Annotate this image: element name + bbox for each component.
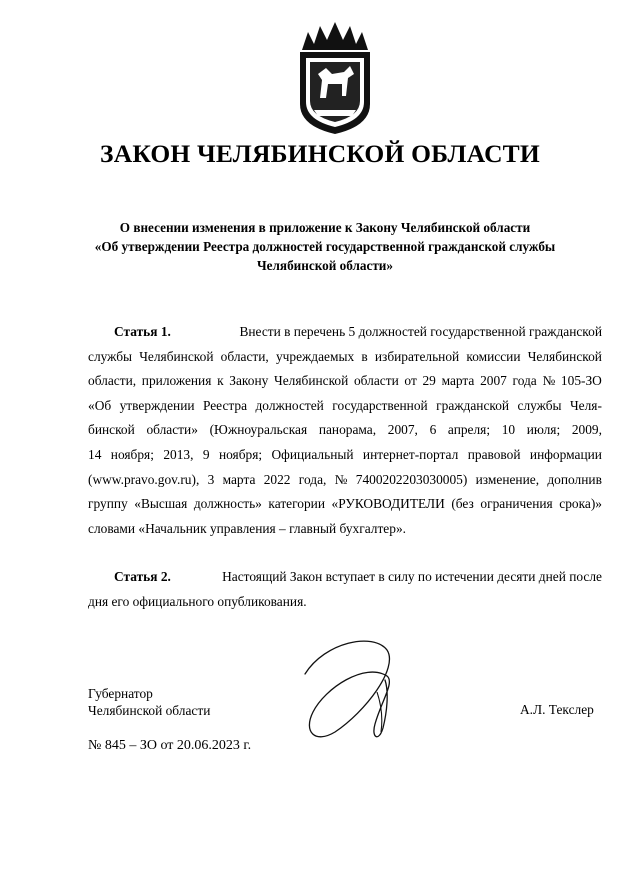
article-line: службы Челябинской области, учреждаемых в избирательной комиссии Челябинской	[88, 348, 602, 364]
subtitle-line: О внесении изменения в приложение к Закону Челябинской области	[119, 220, 531, 235]
article-line: бинской области» (Южноуральская панорама, 2007, 6 апреля; 10 июля; 2009,	[88, 422, 602, 438]
article-label: Статья 1.	[114, 324, 171, 339]
law-number: № 845 – ЗО от 20.06.2023 г.	[88, 738, 252, 753]
document-title: ЗАКОН ЧЕЛЯБИНСКОЙ ОБЛАСТИ	[100, 139, 540, 168]
article-first-line	[88, 565, 602, 590]
document-subtitle	[60, 218, 590, 275]
article-first-line	[88, 320, 602, 345]
governor-title	[88, 685, 210, 719]
governor-line: Губернатор	[88, 686, 153, 701]
governor-line: Челябинской области	[88, 703, 211, 718]
article-line: области, приложения к Закону Челябинской области от 29 марта 2007 года № 105-ЗО	[88, 373, 602, 389]
article-text: Настоящий Закон вступает в силу по истечении десяти дней после	[222, 569, 602, 584]
subtitle-line: «Об утверждении Реестра должностей государственной гражданской службы	[94, 239, 556, 254]
signer-name: А.Л. Текслер	[520, 702, 594, 717]
article-1	[88, 320, 602, 541]
coat-of-arms-icon	[296, 22, 374, 134]
article-line: 14 ноября; 2013, 9 ноября; Официальный интернет-портал правовой информации	[88, 446, 602, 462]
subtitle-line: Челябинской области»	[257, 258, 393, 273]
article-last-line: словами «Начальник управления – главный бухгалтер».	[88, 520, 406, 536]
article-line: группу «Высшая должность» категории «РУКОВОДИТЕЛИ (без ограничения срока)»	[88, 496, 602, 512]
article-line: (www.pravo.gov.ru), 3 марта 2022 года, № 7400202203030005) изменение, дополнив	[88, 471, 602, 487]
article-last-line: дня его официального опубликования.	[88, 593, 307, 609]
signature-icon	[295, 632, 400, 744]
article-text: Внести в перечень 5 должностей государственной гражданской	[239, 324, 602, 339]
article-2	[88, 565, 602, 614]
article-label: Статья 2.	[114, 569, 171, 584]
article-line: «Об утверждении Реестра должностей государственной гражданской службы Челя-	[88, 397, 602, 413]
